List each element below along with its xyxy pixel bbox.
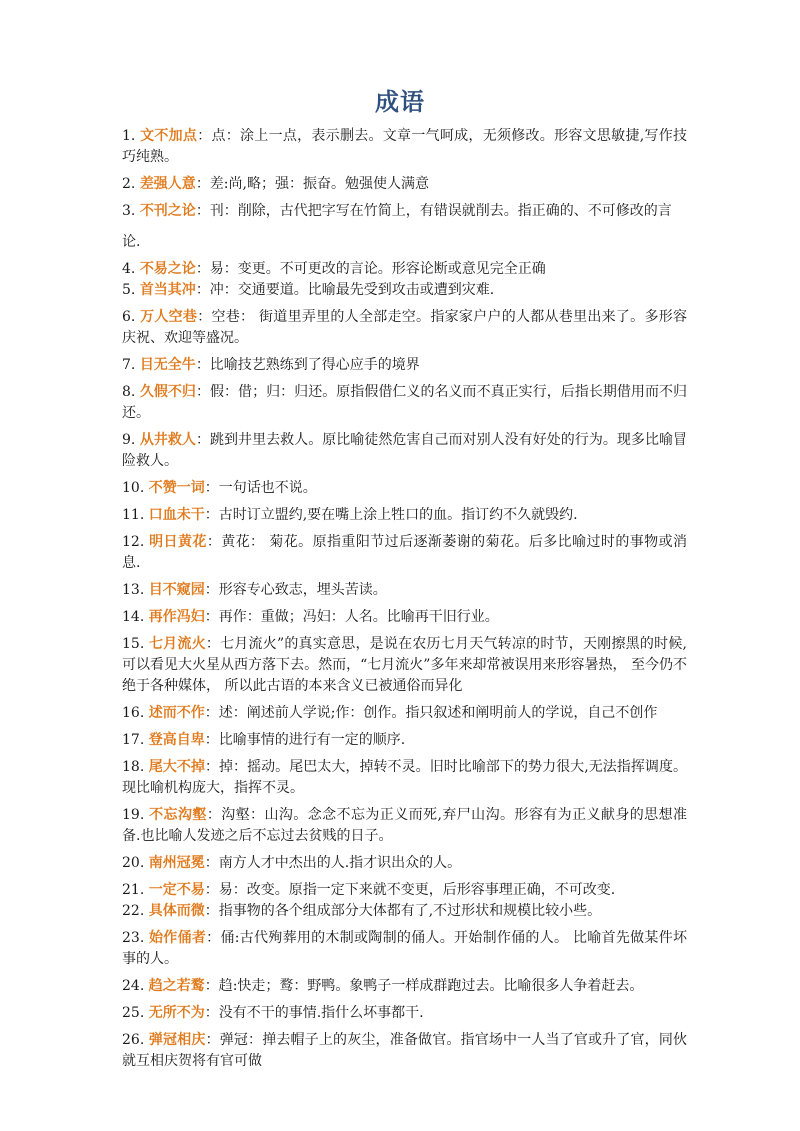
entry-number: 4.: [122, 261, 136, 277]
idiom-entry: [122, 478, 687, 499]
idiom-definition: ：俑:古代殉葬用的木制或陶制的俑人。开始制作俑的人。 比喻首先做某件坏事的人。: [122, 930, 688, 967]
idiom-term: 再作冯妇: [148, 609, 205, 625]
entry-number: 10.: [122, 480, 145, 496]
idiom-term: 始作俑者: [149, 930, 207, 946]
idiom-definition: ：刊：削除，古代把字写在竹简上，有错误就削去。指正确的、不可修改的言: [195, 203, 672, 219]
idiom-definition: ：一句话也不说。: [204, 480, 317, 496]
idiom-term: 明日黄花: [149, 534, 207, 550]
entry-number: 22.: [122, 903, 145, 919]
entry-number: 13.: [122, 582, 145, 598]
idiom-definition: ：弹冠：掸去帽子上的灰尘，准备做官。指官场中一人当了官或升了官，同伙就互相庆贺将有官可做: [122, 1032, 688, 1069]
idiom-entry: [122, 757, 687, 799]
idiom-term: 弹冠相庆: [148, 1032, 206, 1048]
idiom-term: 首当其冲: [139, 282, 196, 298]
idiom-entry: [122, 880, 687, 901]
idiom-definition: ：黄花： 菊花。原指重阳节过后逐渐萎谢的菊花。后多比喻过时的事物或消息.: [122, 534, 688, 571]
idiom-entry: [122, 607, 687, 628]
idiom-definition: ：易：变更。不可更改的言论。形容论断或意见完全正确: [195, 261, 546, 277]
idiom-entry: [122, 174, 687, 195]
entry-number: 14.: [122, 609, 145, 625]
idiom-entry: [122, 126, 687, 168]
idiom-entry: [122, 730, 687, 751]
idiom-definition: ：形容专心致志，埋头苦读。: [204, 582, 387, 598]
idiom-entry: [122, 703, 687, 724]
entry-number: 3.: [122, 203, 136, 219]
idiom-entry: [122, 259, 687, 280]
idiom-definition: ：指事物的各个组成部分大体都有了,不过形状和规模比较小些。: [204, 903, 602, 919]
idiom-definition: ：再作：重做；冯妇：人名。比喻再干旧行业。: [204, 609, 499, 625]
idiom-definition: ：掉：摇动。尾巴太大，掉转不灵。旧时比喻部下的势力很大,无法指挥调度。现比喻机构庞大，指挥不灵。: [122, 759, 687, 796]
entry-number: 20.: [122, 855, 145, 871]
idiom-definition-continued: 论.: [122, 234, 141, 250]
entry-number: 17.: [122, 732, 145, 748]
entry-number: 23.: [122, 930, 145, 946]
idiom-definition: ：比喻事情的进行有一定的顺序.: [204, 732, 406, 748]
idiom-term: 尾大不掉: [148, 759, 205, 775]
idiom-term: 一定不易: [148, 882, 205, 898]
idiom-entry: [122, 901, 687, 922]
idiom-entry: [122, 805, 687, 847]
idiom-entry: [122, 1030, 687, 1072]
idiom-entry: [122, 580, 687, 601]
idiom-entry: [122, 280, 687, 301]
entry-number: 9.: [122, 432, 136, 448]
idiom-definition: ：沟壑：山沟。念念不忘为正义而死,弃尸山沟。形容有为正义献身的思想准备.也比喻人发迹之后不忘过去贫贱的日子。: [122, 807, 688, 844]
entry-number: 25.: [122, 1005, 145, 1021]
idiom-definition: ：没有不干的事情.指什么坏事都干.: [204, 1005, 424, 1021]
idiom-term: 南州冠冕: [148, 855, 205, 871]
idiom-entry: [122, 382, 687, 424]
entry-number: 18.: [122, 759, 145, 775]
idiom-term: 目无全牛: [139, 357, 196, 373]
idiom-definition: ：假：借；归：归还。原指假借仁义的名义而不真正实行，后指长期借用而不归还。: [122, 384, 688, 421]
idiom-definition: ：点：涂上一点，表示删去。文章一气呵成，无须修改。形容文思敏捷,写作技巧纯熟。: [122, 128, 688, 165]
idiom-definition: ：差:尚,略；强：振奋。勉强使人满意: [195, 176, 429, 192]
entry-number: 5.: [122, 282, 136, 298]
idiom-definition: ：述：阐述前人学说;作：创作。指只叙述和阐明前人的学说，自己不创作: [204, 705, 658, 721]
idiom-term: 文不加点: [140, 128, 198, 144]
idiom-entry: [122, 355, 687, 376]
idiom-entry: [122, 853, 687, 874]
entry-number: 2.: [122, 176, 136, 192]
entry-number: 12.: [122, 534, 145, 550]
idiom-definition: ：七月流火”的真实意思，是说在农历七月天气转凉的时节，天刚擦黑的时候,可以看见大火星从西方落下去。然而，“七月流火”多年来却常被误用来形容暑热， 至今仍不绝于各种媒体， 所以此古语的本来含义已被通俗而异化: [122, 636, 688, 694]
entry-number: 21.: [122, 882, 145, 898]
idiom-definition: ：比喻技艺熟练到了得心应手的境界: [195, 357, 420, 373]
idiom-definition: ：南方人才中杰出的人.指才识出众的人。: [204, 855, 462, 871]
entry-number: 26.: [122, 1032, 145, 1048]
idiom-term: 不忘沟壑: [149, 807, 207, 823]
idiom-term: 不刊之论: [139, 203, 196, 219]
entry-number: 8.: [122, 384, 136, 400]
idiom-term: 具体而微: [148, 903, 205, 919]
idiom-term: 趋之若鹜: [148, 978, 205, 994]
idiom-definition: ：古时订立盟约,要在嘴上涂上牲口的血。指订约不久就毁约.: [204, 507, 578, 523]
entry-number: 1.: [122, 128, 136, 144]
idiom-entry: [122, 307, 687, 349]
idiom-definition: ：趋:快走；鹜：野鸭。象鸭子一样成群跑过去。比喻很多人争着赶去。: [204, 978, 644, 994]
idiom-entry: [122, 976, 687, 997]
entry-number: 16.: [122, 705, 145, 721]
idiom-term: 不赞一词: [148, 480, 205, 496]
idiom-term: 口血未干: [148, 507, 205, 523]
idiom-definition: ：冲：交通要道。比喻最先受到攻击或遭到灾难.: [195, 282, 495, 298]
idiom-entry: [122, 1003, 687, 1024]
idiom-term: 万人空巷: [140, 309, 198, 325]
idiom-term: 差强人意: [139, 176, 196, 192]
idiom-entry: [122, 634, 687, 697]
idiom-entry: [122, 430, 687, 472]
entry-number: 7.: [122, 357, 136, 373]
entry-number: 15.: [122, 636, 145, 652]
idiom-term: 从井救人: [139, 432, 196, 448]
entry-number: 24.: [122, 978, 145, 994]
idiom-entry: [122, 532, 687, 574]
idiom-term: 登高自卑: [148, 732, 205, 748]
idiom-list: [122, 126, 687, 1078]
idiom-term: 无所不为: [148, 1005, 205, 1021]
entry-number: 6.: [122, 309, 136, 325]
idiom-term: 目不窥园: [148, 582, 205, 598]
idiom-term: 述而不作: [148, 705, 205, 721]
idiom-term: 久假不归: [139, 384, 196, 400]
idiom-term: 七月流火: [148, 636, 206, 652]
idiom-definition: ：跳到井里去救人。原比喻徒然危害自己而对别人没有好处的行为。现多比喻冒险救人。: [122, 432, 688, 469]
document-title: 成语: [375, 88, 425, 116]
entry-number: 11.: [122, 507, 145, 523]
idiom-definition: ：易：改变。原指一定下来就不变更，后形容事理正确，不可改变.: [204, 882, 616, 898]
idiom-entry: [122, 201, 687, 253]
idiom-term: 不易之论: [139, 261, 196, 277]
entry-number: 19.: [122, 807, 145, 823]
idiom-entry: [122, 505, 687, 526]
idiom-entry: [122, 928, 687, 970]
idiom-definition: ：空巷： 街道里弄里的人全部走空。指家家户户的人都从巷里出来了。多形容庆祝、欢迎等盛况。: [122, 309, 688, 346]
